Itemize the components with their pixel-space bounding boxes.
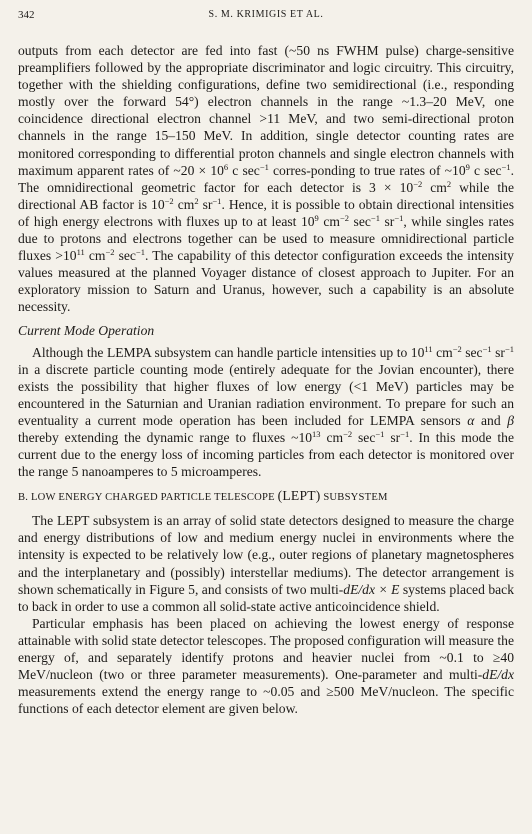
- exponent: −1: [501, 161, 511, 172]
- text-run: sec: [352, 429, 376, 445]
- paragraph-lept-overview: [18, 512, 514, 615]
- text-run: . The capability of this detector configuration exceeds the intensity values measured at the planned Voyager distance of closest approach to Jupiter. For an exploratory mission to Saturn and Uranus, however, such a capability is an absolute necessity.: [18, 248, 514, 315]
- exponent: −1: [482, 343, 492, 354]
- exponent: 13: [312, 428, 321, 439]
- section-heading-lept: [18, 488, 514, 506]
- text-run: sec: [349, 213, 371, 229]
- paragraph-detector-outputs: [18, 42, 514, 316]
- text-run: cm: [320, 429, 344, 445]
- text-run: The LEPT subsystem is an array of solid state detectors designed to measure the charge and energy distributions of low and medium energy nuclei in environments where the intensity is expected to be relatively low (e.g., outer regions of planetary magnetospheres and the interplanetary and (possibly) interstellar mediums). The detector arrangement is shown schematically in Figure 5, and consists of two multi-: [18, 513, 514, 597]
- exponent: 6: [223, 161, 229, 172]
- exponent: 9: [314, 212, 319, 223]
- exponent: −2: [105, 247, 115, 258]
- exponent: −1: [212, 195, 222, 206]
- exponent: −1: [394, 212, 404, 223]
- paragraph-current-mode: [18, 344, 514, 481]
- subsection-heading-current-mode: Current Mode Operation: [18, 322, 155, 338]
- exponent: −1: [375, 428, 385, 439]
- exponent: −2: [164, 195, 174, 206]
- text-run: cm: [318, 213, 340, 229]
- text-run: sr: [379, 213, 395, 229]
- math-expression: dE/dx: [482, 667, 514, 683]
- text-run: and: [474, 412, 508, 428]
- text-run: Particular emphasis has been placed on achieving the lowest energy of response attainable with solid state detector telescopes. The proposed configuration will measure the energy of, and separately identify protons and heavier nuclei from ~0.1 to ≥40 MeV/nucleon (two or three parameter measurements). One-parameter and multi-: [18, 615, 514, 683]
- text-run: cm: [173, 196, 195, 212]
- exponent: −2: [339, 212, 349, 223]
- text-run: sec: [461, 344, 483, 360]
- exponent: 2: [194, 195, 199, 206]
- exponent: −1: [135, 247, 145, 258]
- text-run: sr: [198, 196, 213, 212]
- exponent: 9: [465, 161, 470, 172]
- math-expression: dE/dx × E: [343, 581, 400, 597]
- text-run: thereby extending the dynamic range to fluxes ~10: [18, 429, 313, 445]
- text-run: Although the LEMPA subsystem can handle particle intensities up to 10: [32, 344, 425, 360]
- text-run: systems placed back to back in order to use a common all solid-state active anticoincidence shield.: [18, 581, 514, 614]
- text-run: cm: [422, 179, 447, 195]
- text-run: corres-ponding to true rates of ~10: [268, 162, 466, 178]
- text-run: sr: [491, 344, 505, 360]
- text-run: . Hence, it is possible to obtain directional intensities of high energy electrons with fluxes up to at least 10: [18, 196, 514, 229]
- heading-acronym: (LEPT): [277, 488, 321, 504]
- exponent: −2: [343, 428, 353, 439]
- text-run: . The omnidirectional geometric factor for each detector is 3 × 10: [18, 162, 514, 195]
- text-run: cm: [432, 344, 453, 360]
- running-head: [18, 9, 514, 27]
- text-run: . In this mode the current due to the energy loss of incoming particles from each detector is monitored over the range 5 nanoamperes to 5 microamperes.: [18, 429, 514, 480]
- exponent: −1: [370, 212, 380, 223]
- page-number: 342: [18, 9, 35, 21]
- exponent: −1: [400, 428, 410, 439]
- running-head-authors: S. M. KRIMIGIS ET AL.: [208, 9, 324, 20]
- text-run: c sec: [228, 162, 260, 178]
- text-run: in a discrete particle counting mode (entirely adequate for the Jovian encounter), there exists the possibility that higher fluxes of low energy (<1 MeV) particles may be encountered in the Saturnian and Uranian radiation environment. To prepare for such an eventuality a current mode operation has been included for LEMPA sensors: [18, 361, 514, 428]
- heading-text: SUBSYSTEM: [320, 492, 388, 504]
- exponent: −1: [504, 343, 515, 354]
- symbol-beta: β: [507, 412, 514, 428]
- exponent: 11: [424, 343, 433, 354]
- text-run: c sec: [469, 162, 502, 178]
- exponent: −2: [413, 178, 423, 189]
- paragraph-lept-emphasis: [18, 615, 514, 718]
- exponent: 11: [76, 247, 85, 258]
- exponent: 2: [446, 178, 452, 189]
- text-run: measurements extend the energy range to ~0.05 and ≥500 MeV/nucleon. The specific functions of each detector element are given below.: [18, 684, 514, 717]
- text-run: sr: [384, 429, 401, 445]
- exponent: −1: [259, 161, 269, 172]
- text-run: while the directional AB factor is 10: [18, 179, 514, 212]
- symbol-alpha: α: [467, 412, 475, 428]
- text-run: sec: [114, 248, 136, 264]
- text-run: cm: [84, 248, 106, 264]
- text-run: , while singles rates due to protons and electrons together can be used to measure omnidirectional particle fluxes >10: [18, 213, 514, 264]
- body-text: [18, 42, 514, 717]
- heading-text: B. LOW ENERGY CHARGED PARTICLE TELESCOPE: [18, 492, 278, 504]
- text-run: outputs from each detector are fed into fast (~50 ns FWHM pulse) charge-sensitive preamplifiers followed by the appropriate discriminator and logic circuitry. This circuitry, together with the shielding configurations, define two semidirectional (i.e., responding mostly over the forward 54°) electron channels in the range ~1.3–20 MeV, one coincidence directional electron channel >11 MeV, and two semi-directional proton channels in the range 15–150 MeV. In addition, single detector counting rates are monitored corresponding to differential proton channels and single electron channels with maximum apparent rates of ~20 × 10: [18, 43, 514, 178]
- exponent: −2: [452, 343, 462, 354]
